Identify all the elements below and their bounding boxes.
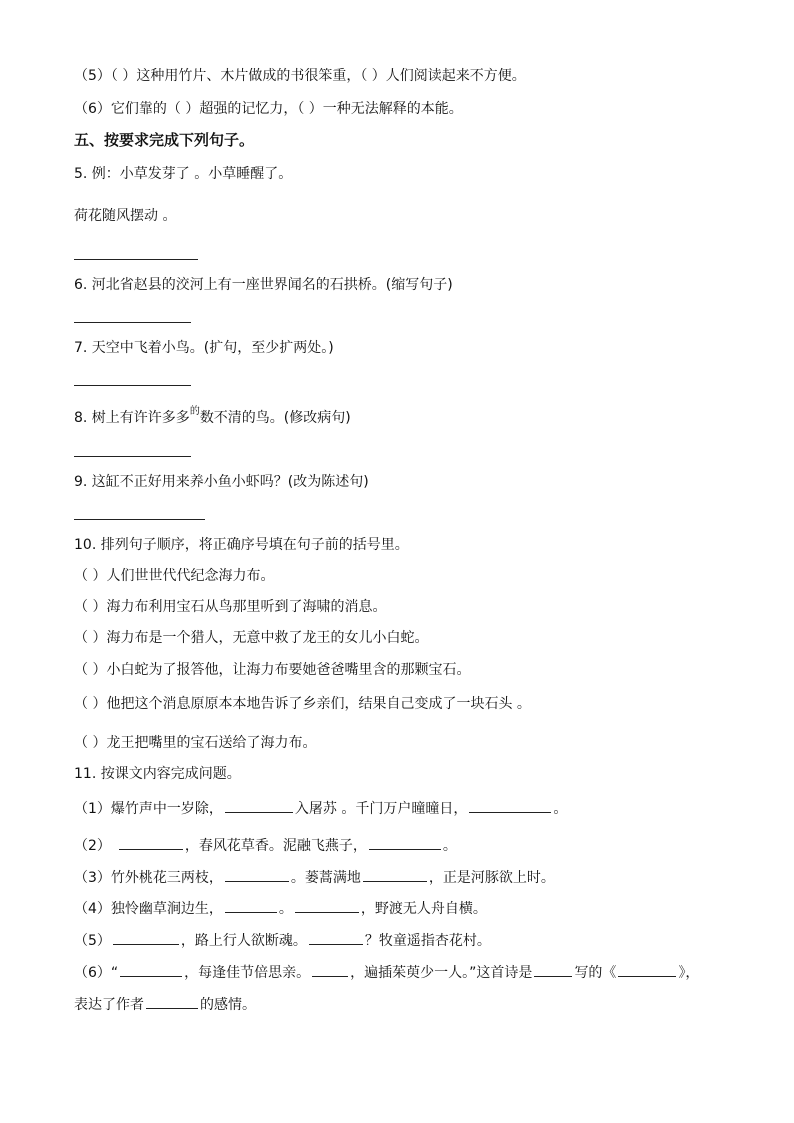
q10-item[interactable]: （ ）他把这个消息原原本本地告诉了乡亲们，结果自己变成了一块石头 。 [74,696,531,712]
poem-5-blank-1[interactable] [113,943,179,945]
poem-3-text-a: （3）竹外桃花三两枝， [74,870,223,886]
q7-answer-line[interactable] [74,385,191,386]
poem-4-blank-1[interactable] [225,911,277,913]
poem-1-blank-2[interactable] [469,811,551,813]
q8-superscript: 的 [189,406,200,417]
poem-6-text-a: （6）“ [74,965,119,981]
poem-3-blank-2[interactable] [363,880,427,882]
q7-prompt: 7. 天空中飞着小鸟。(扩句，至少扩两处。) [74,340,334,356]
q8-text-a: 8. 树上有许许多多 [74,410,190,426]
poem-1-text-b: 入屠苏 。千门万户曈曈日， [294,801,468,817]
q11-prompt: 11. 按课文内容完成问题。 [74,766,241,782]
q10-item[interactable]: （ ）小白蛇为了报答他，让海力布要她爸爸嘴里含的那颗宝石。 [74,662,471,678]
poem-6-blank-3[interactable] [534,975,572,977]
q9-answer-line[interactable] [74,519,205,520]
q10-item[interactable]: （ ）龙王把嘴里的宝石送给了海力布。 [74,735,317,751]
poem-5-blank-2[interactable] [309,943,363,945]
q11-poem-6 [74,964,699,982]
q11-poem-1 [74,800,567,818]
q10-item[interactable]: （ ）海力布是一个猎人，无意中救了龙王的女儿小白蛇。 [74,630,429,646]
poem-3-text-b: 。蒌蒿满地 [290,870,361,886]
poem-6-line2-text-b: 的感情。 [200,997,256,1013]
q5-item: 荷花随风摆动 。 [74,208,177,224]
poem-2-text-c: 。 [442,838,457,854]
poem-2-blank-1[interactable] [119,848,183,850]
poem-3-blank-1[interactable] [225,880,289,882]
poem-1-text-a: （1）爆竹声中一岁除， [74,801,223,817]
q11-poem-4 [74,900,487,918]
poem-6-text-b: ，每逢佳节倍思亲。 [184,965,311,981]
poem-1-text-c: 。 [553,801,568,817]
poem-4-blank-2[interactable] [295,911,359,913]
poem-6-line2-text-a: 表达了作者 [74,997,144,1013]
poem-6-blank-4[interactable] [618,975,676,977]
q4-item-5: （5）（ ）这种用竹片、木片做成的书很笨重，（ ）人们阅读起来不方便。 [74,68,526,84]
poem-6-text-c: ，遍插茱萸少一人。”这首诗是 [350,965,533,981]
poem-5-text-c: ？牧童遥指杏花村。 [364,933,491,949]
q8-prompt [74,406,351,429]
poem-5-text-b: ，路上行人欲断魂。 [180,933,307,949]
poem-3-text-c: ，正是河豚欲上时。 [428,870,555,886]
poem-1-blank-1[interactable] [225,811,293,813]
poem-6-blank-2[interactable] [312,975,348,977]
q8-answer-line[interactable] [74,456,191,457]
poem-2-text-b: ，春风花草香。泥融飞燕子， [184,838,367,854]
q6-prompt: 6. 河北省赵县的洨河上有一座世界闻名的石拱桥。(缩写句子) [74,277,453,293]
poem-4-text-c: ，野渡无人舟自横。 [360,901,487,917]
poem-6-blank-5[interactable] [146,1007,198,1009]
poem-6-text-d: 写的《 [574,965,617,981]
q8-text-b: 数不清的鸟。(修改病句) [199,410,351,426]
section-title: 五、按要求完成下列句子。 [74,131,255,149]
q6-answer-line[interactable] [74,322,191,323]
q10-item[interactable]: （ ）人们世世代代纪念海力布。 [74,568,275,584]
poem-4-text-b: 。 [278,901,293,917]
q5-prompt: 5. 例：小草发芽了 。小草睡醒了。 [74,166,293,182]
q11-poem-3 [74,869,555,887]
q11-poem-6-line-2 [74,996,256,1014]
q9-prompt: 9. 这缸不正好用来养小鱼小虾吗？(改为陈述句) [74,474,369,490]
q5-answer-line[interactable] [74,259,198,260]
q4-item-6: （6）它们靠的（ ）超强的记忆力，（ ）一种无法解释的本能。 [74,101,463,117]
poem-6-text-e: 》， [678,965,700,981]
poem-2-text-a: （2） [74,838,111,854]
q10-item[interactable]: （ ）海力布利用宝石从鸟那里听到了海啸的消息。 [74,599,387,615]
q11-poem-2 [74,837,457,855]
poem-2-blank-2[interactable] [369,848,441,850]
q10-prompt: 10. 排列句子顺序，将正确序号填在句子前的括号里。 [74,537,409,553]
poem-5-text-a: （5） [74,933,111,949]
poem-4-text-a: （4）独怜幽草涧边生， [74,901,223,917]
poem-6-blank-1[interactable] [120,975,182,977]
q11-poem-5 [74,932,491,950]
